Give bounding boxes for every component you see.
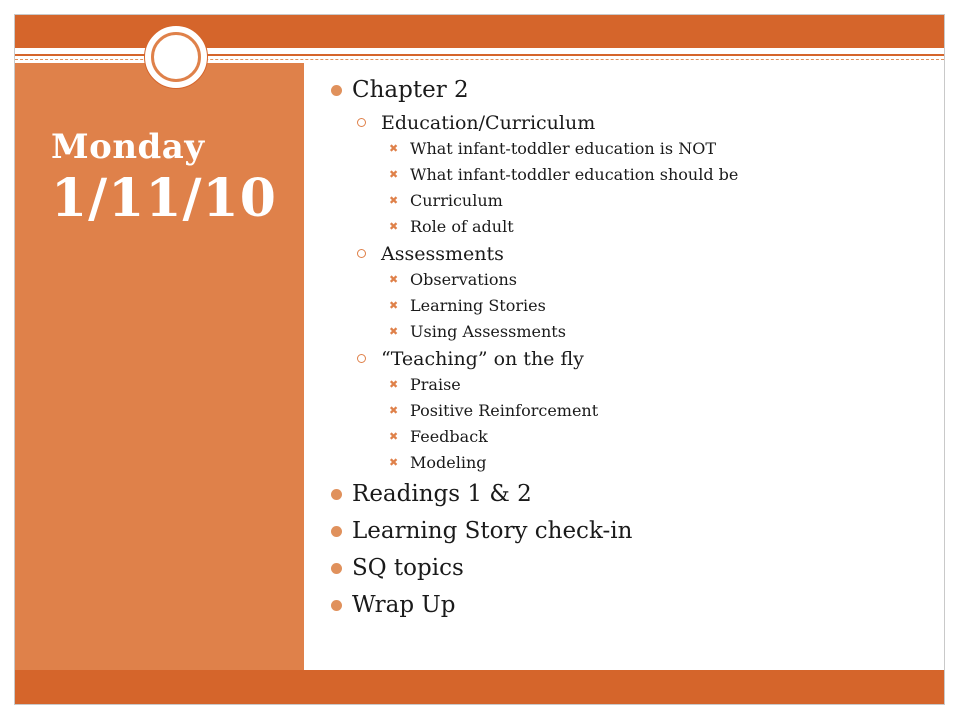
detail-item [381, 372, 916, 398]
detail-text: Praise [410, 375, 461, 394]
detail-list [381, 267, 916, 345]
slide-title [51, 127, 301, 231]
x-bullet-icon: ✖ [389, 168, 399, 181]
sub-bullet-item [352, 345, 916, 476]
x-bullet-icon: ✖ [389, 404, 399, 417]
filled-circle-bullet-icon [331, 563, 342, 574]
filled-circle-bullet-icon [331, 85, 342, 96]
filled-circle-bullet-icon [331, 600, 342, 611]
sub-bullet-item [352, 109, 916, 240]
detail-text: Learning Stories [410, 296, 546, 315]
x-bullet-icon: ✖ [389, 273, 399, 286]
x-bullet-icon: ✖ [389, 299, 399, 312]
detail-text: Role of adult [410, 217, 514, 236]
hollow-circle-bullet-icon [357, 249, 366, 258]
x-bullet-icon: ✖ [389, 430, 399, 443]
sub-bullet-item [352, 240, 916, 345]
circle-ornament-inner [151, 32, 201, 82]
detail-item [381, 267, 916, 293]
bullet-text: Learning Story check-in [352, 518, 633, 544]
filled-circle-bullet-icon [331, 489, 342, 500]
x-bullet-icon: ✖ [389, 194, 399, 207]
bullet-content [326, 72, 916, 624]
hollow-circle-bullet-icon [357, 118, 366, 127]
x-bullet-icon: ✖ [389, 220, 399, 233]
detail-text: Curriculum [410, 191, 503, 210]
detail-item [381, 214, 916, 240]
detail-item [381, 293, 916, 319]
detail-item [381, 162, 916, 188]
bullet-text: SQ topics [352, 555, 464, 581]
bullet-text: Readings 1 & 2 [352, 481, 532, 507]
title-day: Monday [51, 127, 205, 167]
detail-item [381, 188, 916, 214]
bullet-item [326, 513, 916, 550]
detail-list [381, 136, 916, 240]
bullet-text: Wrap Up [352, 592, 456, 618]
bottom-accent-band [15, 670, 944, 704]
sub-bullet-list [352, 109, 916, 476]
sub-bullet-text: Education/Curriculum [381, 112, 596, 134]
detail-text: Observations [410, 270, 517, 289]
detail-item [381, 398, 916, 424]
detail-text: Using Assessments [410, 322, 566, 341]
bullet-item [326, 587, 916, 624]
x-bullet-icon: ✖ [389, 456, 399, 469]
detail-item [381, 319, 916, 345]
bullet-item [326, 550, 916, 587]
x-bullet-icon: ✖ [389, 325, 399, 338]
x-bullet-icon: ✖ [389, 378, 399, 391]
bullet-item [326, 72, 916, 476]
bullet-text: Chapter 2 [352, 77, 469, 103]
detail-item [381, 450, 916, 476]
detail-list [381, 372, 916, 476]
circle-ornament-icon [144, 25, 208, 89]
detail-text: What infant-toddler education is NOT [410, 139, 716, 158]
x-bullet-icon: ✖ [389, 142, 399, 155]
bullet-item [326, 476, 916, 513]
filled-circle-bullet-icon [331, 526, 342, 537]
detail-item [381, 424, 916, 450]
detail-text: Modeling [410, 453, 487, 472]
sub-bullet-text: “Teaching” on the fly [381, 348, 584, 370]
detail-item [381, 136, 916, 162]
hollow-circle-bullet-icon [357, 354, 366, 363]
detail-text: What infant-toddler education should be [410, 165, 739, 184]
detail-text: Positive Reinforcement [410, 401, 599, 420]
bullet-list [326, 72, 916, 624]
sub-bullet-text: Assessments [381, 243, 504, 265]
detail-text: Feedback [410, 427, 488, 446]
title-date: 1/11/10 [51, 168, 277, 229]
